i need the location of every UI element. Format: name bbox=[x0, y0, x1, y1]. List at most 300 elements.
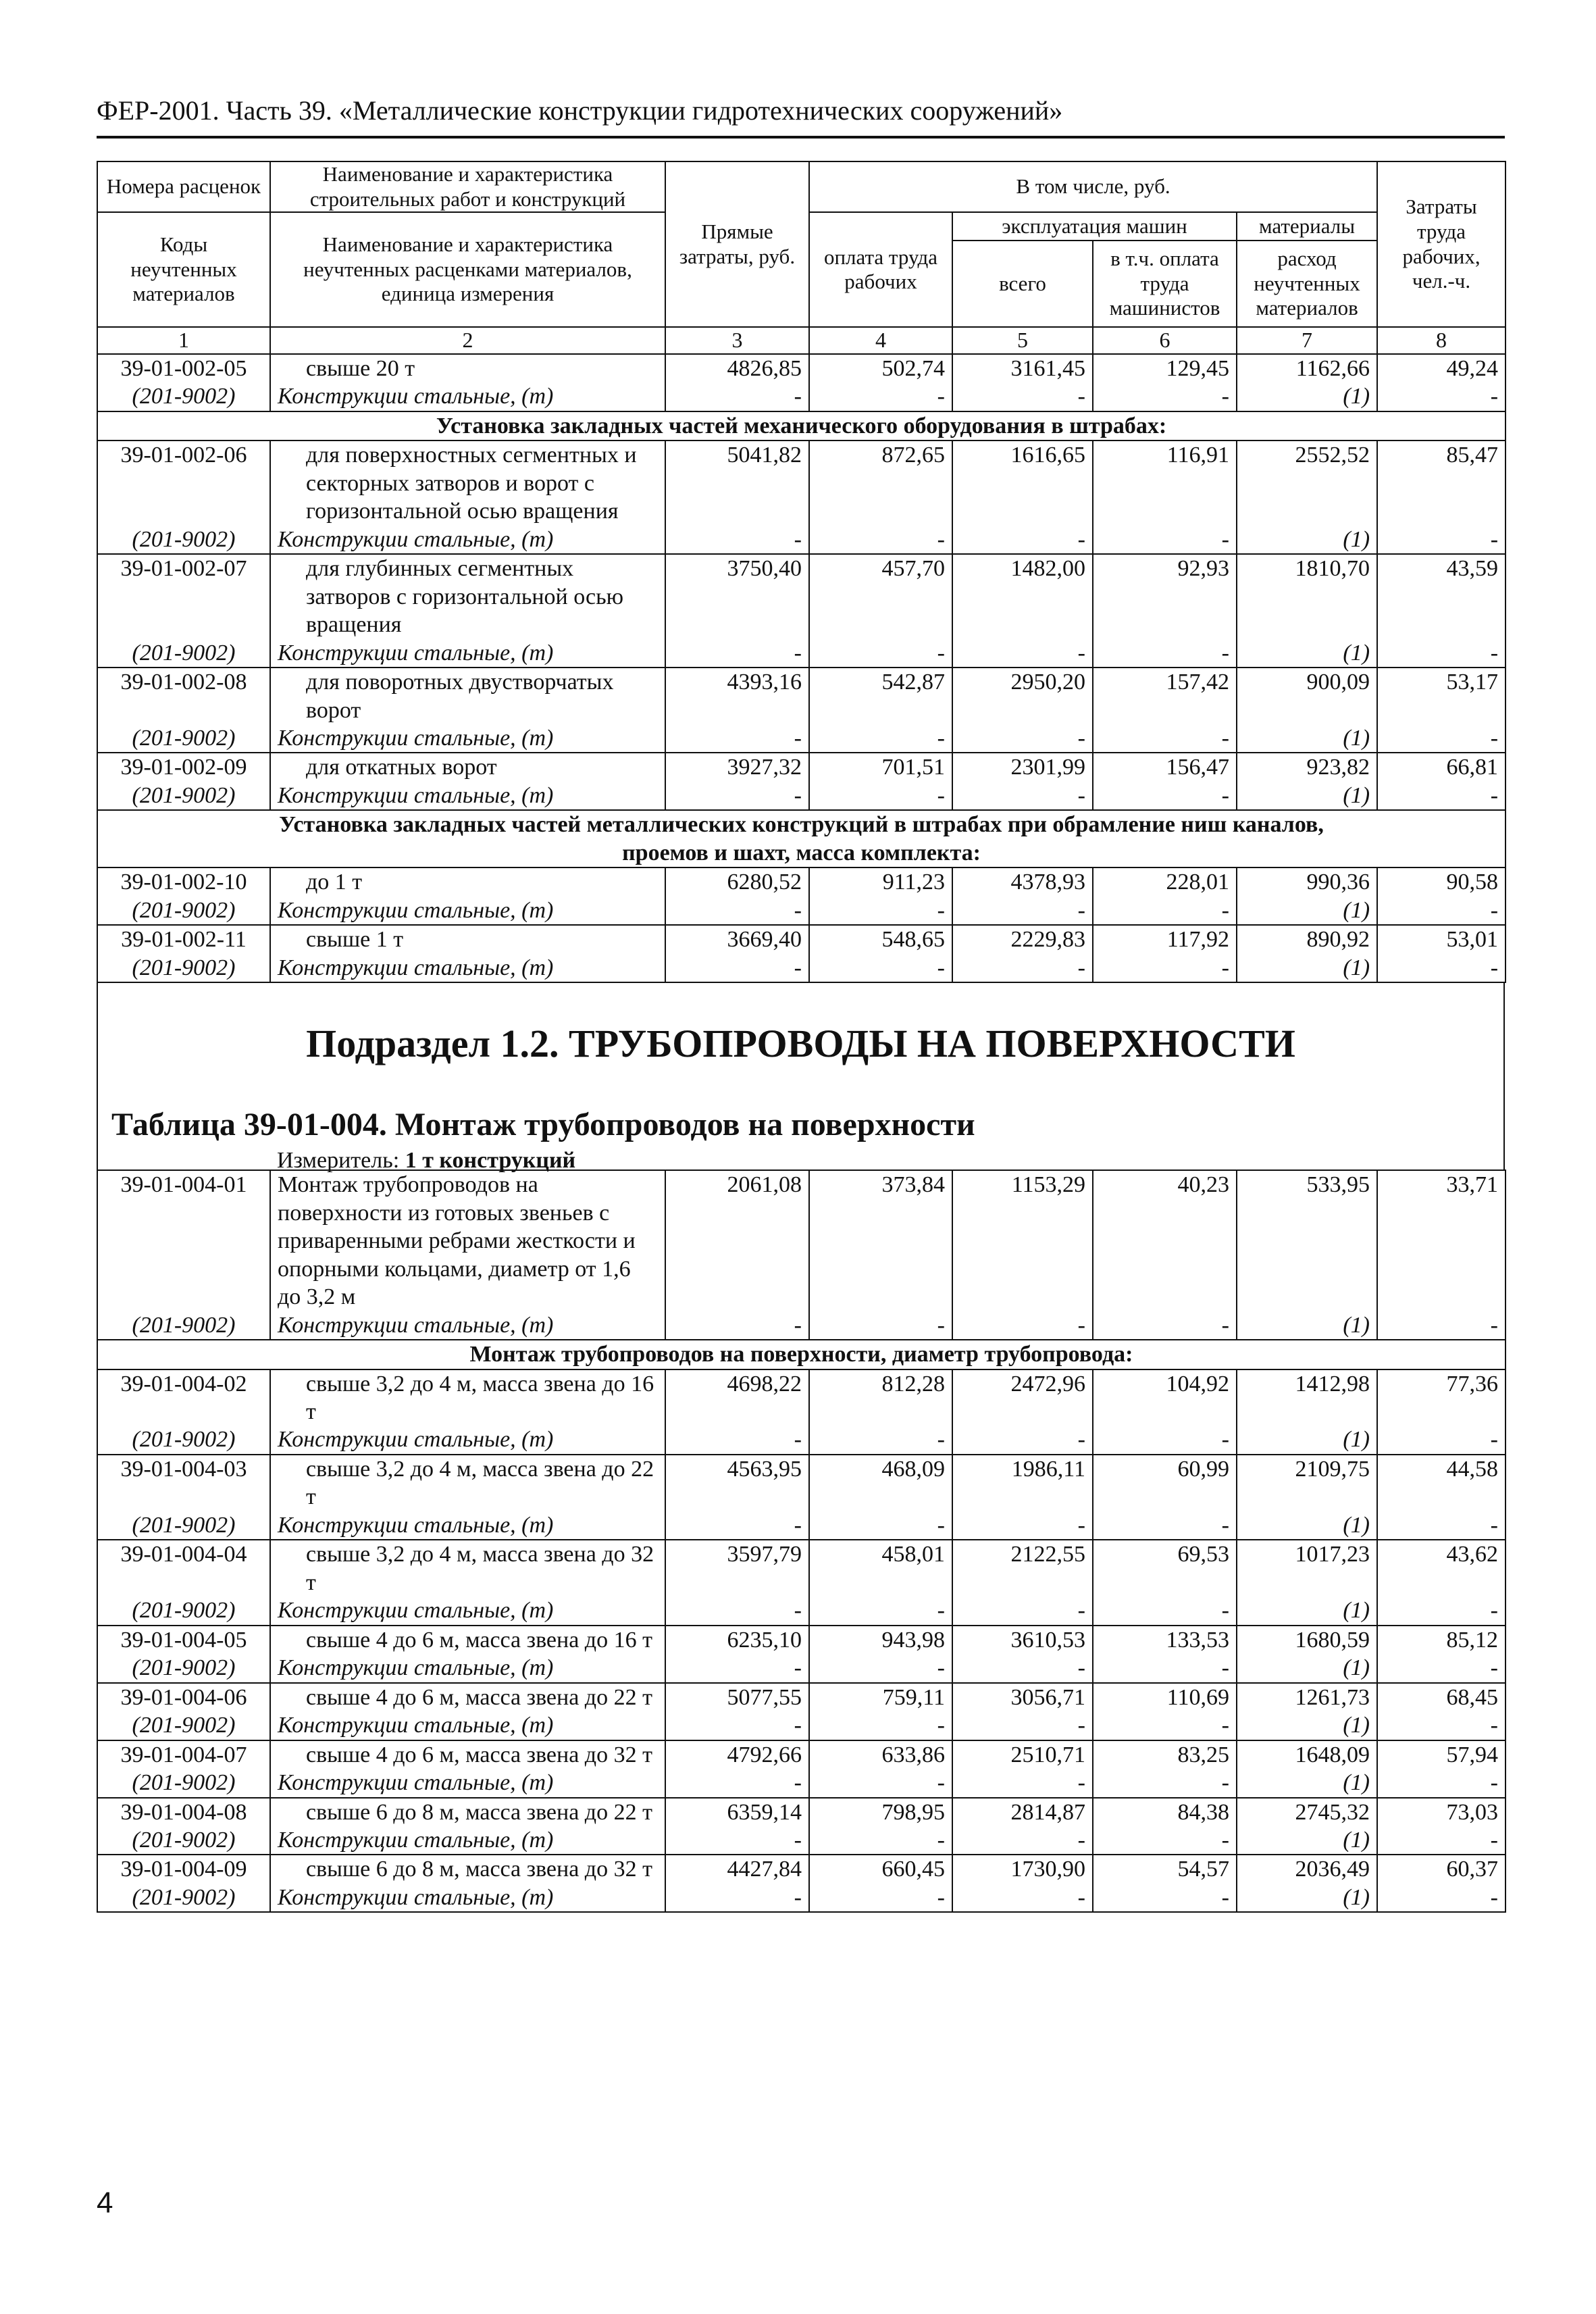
material-code: (201-9002) bbox=[97, 1596, 270, 1625]
material-quantity: (1) bbox=[1237, 1826, 1377, 1855]
machines-total: 1986,11 bbox=[952, 1455, 1093, 1511]
direct-cost: 3750,40 bbox=[665, 554, 809, 638]
material-name: Конструкции стальные, (т) bbox=[270, 1884, 665, 1912]
material-row bbox=[97, 897, 1505, 925]
rate-code: 39-01-002-05 bbox=[97, 354, 270, 382]
empty-dash: - bbox=[665, 1654, 809, 1682]
machines-total: 2122,55 bbox=[952, 1540, 1093, 1596]
empty-dash: - bbox=[1093, 1711, 1237, 1740]
material-name: Конструкции стальные, (т) bbox=[270, 526, 665, 554]
col-labor-header: Затраты труда рабочих, чел.-ч. bbox=[1377, 161, 1505, 327]
machines-total: 1153,29 bbox=[952, 1170, 1093, 1311]
materials-cost: 1261,73 bbox=[1237, 1683, 1377, 1711]
direct-cost: 3669,40 bbox=[665, 925, 809, 953]
labor-hours: 85,47 bbox=[1377, 441, 1505, 525]
labor-pay: 373,84 bbox=[809, 1170, 952, 1311]
labor-hours: 44,58 bbox=[1377, 1455, 1505, 1511]
empty-dash: - bbox=[809, 1884, 952, 1912]
material-code: (201-9002) bbox=[97, 1654, 270, 1682]
materials-cost: 1412,98 bbox=[1237, 1369, 1377, 1426]
empty-dash: - bbox=[1377, 1884, 1505, 1912]
material-row bbox=[97, 639, 1505, 668]
empty-dash: - bbox=[665, 1826, 809, 1855]
material-row bbox=[97, 382, 1505, 411]
rate-code: 39-01-004-06 bbox=[97, 1683, 270, 1711]
machines-total: 2950,20 bbox=[952, 668, 1093, 724]
measure-label: Измеритель: bbox=[277, 1148, 400, 1174]
col-number: 1 bbox=[97, 327, 270, 354]
rate-row bbox=[97, 1540, 1505, 1596]
rate-code: 39-01-002-06 bbox=[97, 441, 270, 525]
labor-pay: 812,28 bbox=[809, 1369, 952, 1426]
work-name: свыше 3,2 до 4 м, масса звена до 32 т bbox=[270, 1540, 665, 1596]
rate-row bbox=[97, 441, 1505, 525]
rate-code: 39-01-004-07 bbox=[97, 1740, 270, 1769]
rate-row bbox=[97, 554, 1505, 638]
col-name-header: Наименование и характеристика строительных работ и конструкций bbox=[270, 161, 665, 212]
materials-cost: 923,82 bbox=[1237, 753, 1377, 781]
direct-cost: 4698,22 bbox=[665, 1369, 809, 1426]
machines-total: 1482,00 bbox=[952, 554, 1093, 638]
material-row bbox=[97, 1511, 1505, 1540]
empty-dash: - bbox=[952, 897, 1093, 925]
machines-total: 2510,71 bbox=[952, 1740, 1093, 1769]
labor-hours: 43,62 bbox=[1377, 1540, 1505, 1596]
direct-cost: 6235,10 bbox=[665, 1626, 809, 1654]
machines-labor-pay: 156,47 bbox=[1093, 753, 1237, 781]
material-name: Конструкции стальные, (т) bbox=[270, 724, 665, 753]
rate-code: 39-01-004-04 bbox=[97, 1540, 270, 1596]
machines-labor-pay: 228,01 bbox=[1093, 867, 1237, 896]
machines-total: 3161,45 bbox=[952, 354, 1093, 382]
material-quantity: (1) bbox=[1237, 1511, 1377, 1540]
labor-hours: 53,01 bbox=[1377, 925, 1505, 953]
machines-total: 3610,53 bbox=[952, 1626, 1093, 1654]
direct-cost: 4393,16 bbox=[665, 668, 809, 724]
rate-code: 39-01-004-01 bbox=[97, 1170, 270, 1311]
material-code: (201-9002) bbox=[97, 1711, 270, 1740]
rate-code: 39-01-004-09 bbox=[97, 1855, 270, 1883]
running-header: ФЕР-2001. Часть 39. «Металлические конструкции гидротехнических сооружений» bbox=[97, 95, 1505, 139]
empty-dash: - bbox=[952, 1654, 1093, 1682]
empty-dash: - bbox=[952, 639, 1093, 668]
col-number: 7 bbox=[1237, 327, 1377, 354]
rate-row bbox=[97, 668, 1505, 724]
col-number: 6 bbox=[1093, 327, 1237, 354]
empty-dash: - bbox=[1093, 782, 1237, 810]
rate-row bbox=[97, 753, 1505, 781]
empty-dash: - bbox=[1377, 1511, 1505, 1540]
labor-pay: 548,65 bbox=[809, 925, 952, 953]
rates-table-1 bbox=[97, 161, 1506, 983]
rate-code: 39-01-002-09 bbox=[97, 753, 270, 781]
machines-labor-pay: 92,93 bbox=[1093, 554, 1237, 638]
work-name: свыше 4 до 6 м, масса звена до 32 т bbox=[270, 1740, 665, 1769]
rate-code: 39-01-004-02 bbox=[97, 1369, 270, 1426]
rate-code: 39-01-002-08 bbox=[97, 668, 270, 724]
group-heading bbox=[97, 810, 1505, 867]
subsection-block bbox=[97, 983, 1505, 1174]
empty-dash: - bbox=[952, 1311, 1093, 1340]
rates-table-2 bbox=[97, 1169, 1506, 1913]
material-quantity: (1) bbox=[1237, 724, 1377, 753]
material-quantity: (1) bbox=[1237, 897, 1377, 925]
group-heading-line: проемов и шахт, масса комплекта: bbox=[622, 840, 981, 865]
empty-dash: - bbox=[952, 1426, 1093, 1454]
empty-dash: - bbox=[809, 724, 952, 753]
empty-dash: - bbox=[1377, 526, 1505, 554]
empty-dash: - bbox=[1093, 724, 1237, 753]
materials-cost: 2109,75 bbox=[1237, 1455, 1377, 1511]
empty-dash: - bbox=[1377, 1426, 1505, 1454]
col-number: 3 bbox=[665, 327, 809, 354]
empty-dash: - bbox=[1377, 724, 1505, 753]
empty-dash: - bbox=[1377, 1654, 1505, 1682]
work-name: свыше 1 т bbox=[270, 925, 665, 953]
empty-dash: - bbox=[809, 639, 952, 668]
measure-value: 1 т конструкций bbox=[405, 1148, 576, 1174]
empty-dash: - bbox=[809, 1654, 952, 1682]
subsection-title: Подраздел 1.2. ТРУБОПРОВОДЫ НА ПОВЕРХНОСТИ bbox=[306, 1022, 1295, 1066]
material-name: Конструкции стальные, (т) bbox=[270, 1311, 665, 1340]
col-matcode-header: Коды неучтенных материалов bbox=[97, 212, 270, 327]
machines-labor-pay: 83,25 bbox=[1093, 1740, 1237, 1769]
empty-dash: - bbox=[952, 954, 1093, 982]
work-name: для поворотных двустворчатых ворот bbox=[270, 668, 665, 724]
col-machines-header: эксплуатация машин bbox=[952, 212, 1237, 241]
material-code: (201-9002) bbox=[97, 1769, 270, 1797]
empty-dash: - bbox=[809, 1426, 952, 1454]
rate-code: 39-01-004-05 bbox=[97, 1626, 270, 1654]
empty-dash: - bbox=[952, 782, 1093, 810]
materials-cost: 890,92 bbox=[1237, 925, 1377, 953]
col-laborpay-header: оплата труда рабочих bbox=[809, 212, 952, 327]
direct-cost: 5077,55 bbox=[665, 1683, 809, 1711]
empty-dash: - bbox=[809, 1311, 952, 1340]
material-name: Конструкции стальные, (т) bbox=[270, 954, 665, 982]
material-code: (201-9002) bbox=[97, 1511, 270, 1540]
col-number: 5 bbox=[952, 327, 1093, 354]
work-name: для откатных ворот bbox=[270, 753, 665, 781]
col-matname-header: Наименование и характеристика неучтенных расценками материалов, единица измерения bbox=[270, 212, 665, 327]
rate-code: 39-01-004-08 bbox=[97, 1798, 270, 1826]
empty-dash: - bbox=[1093, 1769, 1237, 1797]
empty-dash: - bbox=[665, 1769, 809, 1797]
materials-cost: 2745,32 bbox=[1237, 1798, 1377, 1826]
work-name: свыше 3,2 до 4 м, масса звена до 16 т bbox=[270, 1369, 665, 1426]
measure-unit bbox=[277, 1148, 575, 1174]
labor-hours: 53,17 bbox=[1377, 668, 1505, 724]
empty-dash: - bbox=[1377, 1826, 1505, 1855]
labor-hours: 90,58 bbox=[1377, 867, 1505, 896]
rate-code: 39-01-002-10 bbox=[97, 867, 270, 896]
empty-dash: - bbox=[809, 382, 952, 411]
empty-dash: - bbox=[952, 1769, 1093, 1797]
empty-dash: - bbox=[665, 1426, 809, 1454]
labor-hours: 68,45 bbox=[1377, 1683, 1505, 1711]
work-name: для глубинных сегментных затворов с горизонтальной осью вращения bbox=[270, 554, 665, 638]
material-name: Конструкции стальные, (т) bbox=[270, 1511, 665, 1540]
empty-dash: - bbox=[809, 1711, 952, 1740]
material-name: Конструкции стальные, (т) bbox=[270, 1769, 665, 1797]
empty-dash: - bbox=[1093, 897, 1237, 925]
material-row bbox=[97, 1826, 1505, 1855]
material-row bbox=[97, 1426, 1505, 1454]
empty-dash: - bbox=[809, 1511, 952, 1540]
labor-pay: 457,70 bbox=[809, 554, 952, 638]
machines-total: 1616,65 bbox=[952, 441, 1093, 525]
material-quantity: (1) bbox=[1237, 382, 1377, 411]
material-name: Конструкции стальные, (т) bbox=[270, 1596, 665, 1625]
material-quantity: (1) bbox=[1237, 1311, 1377, 1340]
col-code-header: Номера расценок bbox=[97, 161, 270, 212]
col-machtotal-header: всего bbox=[952, 241, 1093, 327]
labor-pay: 872,65 bbox=[809, 441, 952, 525]
empty-dash: - bbox=[952, 1826, 1093, 1855]
rate-code: 39-01-004-03 bbox=[97, 1455, 270, 1511]
empty-dash: - bbox=[1093, 954, 1237, 982]
material-name: Конструкции стальные, (т) bbox=[270, 1426, 665, 1454]
column-numbers-row bbox=[97, 327, 1505, 354]
material-row bbox=[97, 1711, 1505, 1740]
rate-row bbox=[97, 1798, 1505, 1826]
empty-dash: - bbox=[1093, 1511, 1237, 1540]
empty-dash: - bbox=[665, 782, 809, 810]
materials-cost: 900,09 bbox=[1237, 668, 1377, 724]
direct-cost: 3597,79 bbox=[665, 1540, 809, 1596]
rate-row bbox=[97, 1855, 1505, 1883]
empty-dash: - bbox=[1093, 1426, 1237, 1454]
col-materials-header: материалы bbox=[1237, 212, 1377, 241]
empty-dash: - bbox=[1093, 1884, 1237, 1912]
machines-labor-pay: 157,42 bbox=[1093, 668, 1237, 724]
material-quantity: (1) bbox=[1237, 1884, 1377, 1912]
work-name: свыше 6 до 8 м, масса звена до 22 т bbox=[270, 1798, 665, 1826]
material-code: (201-9002) bbox=[97, 782, 270, 810]
materials-cost: 1810,70 bbox=[1237, 554, 1377, 638]
machines-total: 2814,87 bbox=[952, 1798, 1093, 1826]
empty-dash: - bbox=[809, 897, 952, 925]
direct-cost: 4427,84 bbox=[665, 1855, 809, 1883]
group-heading: Установка закладных частей механического оборудования в штрабах: bbox=[97, 411, 1505, 441]
table-title: Таблица 39-01-004. Монтаж трубопроводов на поверхности bbox=[111, 1107, 975, 1143]
material-name: Конструкции стальные, (т) bbox=[270, 639, 665, 668]
work-name: для поверхностных сегментных и секторных затворов и ворот с горизонтальной осью вращения bbox=[270, 441, 665, 525]
empty-dash: - bbox=[809, 782, 952, 810]
material-row bbox=[97, 1311, 1505, 1340]
materials-cost: 2036,49 bbox=[1237, 1855, 1377, 1883]
material-name: Конструкции стальные, (т) bbox=[270, 1654, 665, 1682]
work-name: свыше 3,2 до 4 м, масса звена до 22 т bbox=[270, 1455, 665, 1511]
empty-dash: - bbox=[1377, 1311, 1505, 1340]
work-name: свыше 4 до 6 м, масса звена до 22 т bbox=[270, 1683, 665, 1711]
material-quantity: (1) bbox=[1237, 1426, 1377, 1454]
col-number: 4 bbox=[809, 327, 952, 354]
material-code: (201-9002) bbox=[97, 639, 270, 668]
rate-code: 39-01-002-11 bbox=[97, 925, 270, 953]
group-heading-line: Установка закладных частей металлических конструкций в штрабах при обрамление ниш каналов, bbox=[279, 812, 1324, 838]
empty-dash: - bbox=[665, 639, 809, 668]
labor-hours: 85,12 bbox=[1377, 1626, 1505, 1654]
col-matcons-header: расход неучтенных материалов bbox=[1237, 241, 1377, 327]
empty-dash: - bbox=[665, 897, 809, 925]
labor-pay: 502,74 bbox=[809, 354, 952, 382]
empty-dash: - bbox=[665, 1596, 809, 1625]
rate-row bbox=[97, 1683, 1505, 1711]
material-code: (201-9002) bbox=[97, 897, 270, 925]
material-quantity: (1) bbox=[1237, 1769, 1377, 1797]
empty-dash: - bbox=[1377, 1711, 1505, 1740]
material-quantity: (1) bbox=[1237, 954, 1377, 982]
empty-dash: - bbox=[809, 954, 952, 982]
material-code: (201-9002) bbox=[97, 526, 270, 554]
labor-pay: 458,01 bbox=[809, 1540, 952, 1596]
material-row bbox=[97, 1769, 1505, 1797]
direct-cost: 5041,82 bbox=[665, 441, 809, 525]
col-including-header: В том числе, руб. bbox=[809, 161, 1377, 212]
empty-dash: - bbox=[952, 526, 1093, 554]
labor-hours: 77,36 bbox=[1377, 1369, 1505, 1426]
material-row bbox=[97, 1596, 1505, 1625]
direct-cost: 4826,85 bbox=[665, 354, 809, 382]
material-row bbox=[97, 1884, 1505, 1912]
empty-dash: - bbox=[1093, 1311, 1237, 1340]
labor-pay: 468,09 bbox=[809, 1455, 952, 1511]
machines-labor-pay: 116,91 bbox=[1093, 441, 1237, 525]
rate-code: 39-01-002-07 bbox=[97, 554, 270, 638]
materials-cost: 990,36 bbox=[1237, 867, 1377, 896]
materials-cost: 533,95 bbox=[1237, 1170, 1377, 1311]
group-heading: Монтаж трубопроводов на поверхности, диаметр трубопровода: bbox=[97, 1340, 1505, 1369]
labor-pay: 943,98 bbox=[809, 1626, 952, 1654]
materials-cost: 1680,59 bbox=[1237, 1626, 1377, 1654]
empty-dash: - bbox=[1377, 382, 1505, 411]
work-name: Монтаж трубопроводов на поверхности из готовых звеньев с приваренными ребрами жесткости и опорными кольцами, диаметр от 1,6 до 3,2 м bbox=[270, 1170, 665, 1311]
material-quantity: (1) bbox=[1237, 1654, 1377, 1682]
material-name: Конструкции стальные, (т) bbox=[270, 782, 665, 810]
work-name: свыше 6 до 8 м, масса звена до 32 т bbox=[270, 1855, 665, 1883]
machines-total: 2301,99 bbox=[952, 753, 1093, 781]
material-quantity: (1) bbox=[1237, 1596, 1377, 1625]
rate-row bbox=[97, 867, 1505, 896]
col-machlabor-header: в т.ч. оплата труда машинистов bbox=[1093, 241, 1237, 327]
work-name: до 1 т bbox=[270, 867, 665, 896]
rate-row bbox=[97, 1170, 1505, 1311]
empty-dash: - bbox=[952, 1711, 1093, 1740]
empty-dash: - bbox=[665, 954, 809, 982]
labor-hours: 43,59 bbox=[1377, 554, 1505, 638]
rates-sheet bbox=[97, 161, 1505, 1913]
col-direct-header: Прямые затраты, руб. bbox=[665, 161, 809, 327]
material-quantity: (1) bbox=[1237, 639, 1377, 668]
material-code: (201-9002) bbox=[97, 724, 270, 753]
material-name: Конструкции стальные, (т) bbox=[270, 897, 665, 925]
material-name: Конструкции стальные, (т) bbox=[270, 1826, 665, 1855]
labor-pay: 798,95 bbox=[809, 1798, 952, 1826]
materials-cost: 1017,23 bbox=[1237, 1540, 1377, 1596]
labor-hours: 57,94 bbox=[1377, 1740, 1505, 1769]
direct-cost: 4792,66 bbox=[665, 1740, 809, 1769]
machines-labor-pay: 54,57 bbox=[1093, 1855, 1237, 1883]
empty-dash: - bbox=[1377, 1769, 1505, 1797]
machines-labor-pay: 84,38 bbox=[1093, 1798, 1237, 1826]
empty-dash: - bbox=[1093, 1654, 1237, 1682]
material-row bbox=[97, 724, 1505, 753]
rate-row bbox=[97, 1626, 1505, 1654]
machines-labor-pay: 104,92 bbox=[1093, 1369, 1237, 1426]
col-number: 2 bbox=[270, 327, 665, 354]
rate-row bbox=[97, 925, 1505, 953]
direct-cost: 6280,52 bbox=[665, 867, 809, 896]
empty-dash: - bbox=[1093, 1596, 1237, 1625]
empty-dash: - bbox=[809, 1826, 952, 1855]
empty-dash: - bbox=[952, 382, 1093, 411]
empty-dash: - bbox=[809, 1769, 952, 1797]
empty-dash: - bbox=[809, 526, 952, 554]
material-code: (201-9002) bbox=[97, 382, 270, 411]
machines-total: 2229,83 bbox=[952, 925, 1093, 953]
labor-hours: 49,24 bbox=[1377, 354, 1505, 382]
empty-dash: - bbox=[1093, 382, 1237, 411]
labor-hours: 33,71 bbox=[1377, 1170, 1505, 1311]
direct-cost: 6359,14 bbox=[665, 1798, 809, 1826]
machines-labor-pay: 117,92 bbox=[1093, 925, 1237, 953]
machines-labor-pay: 40,23 bbox=[1093, 1170, 1237, 1311]
machines-labor-pay: 133,53 bbox=[1093, 1626, 1237, 1654]
labor-pay: 759,11 bbox=[809, 1683, 952, 1711]
work-name: свыше 4 до 6 м, масса звена до 16 т bbox=[270, 1626, 665, 1654]
empty-dash: - bbox=[952, 1596, 1093, 1625]
empty-dash: - bbox=[809, 1596, 952, 1625]
direct-cost: 3927,32 bbox=[665, 753, 809, 781]
material-code: (201-9002) bbox=[97, 1884, 270, 1912]
material-row bbox=[97, 954, 1505, 982]
material-code: (201-9002) bbox=[97, 1426, 270, 1454]
machines-labor-pay: 110,69 bbox=[1093, 1683, 1237, 1711]
material-row bbox=[97, 1654, 1505, 1682]
material-name: Конструкции стальные, (т) bbox=[270, 382, 665, 411]
page-number: 4 bbox=[97, 2186, 113, 2219]
col-number: 8 bbox=[1377, 327, 1505, 354]
empty-dash: - bbox=[665, 1311, 809, 1340]
rate-row bbox=[97, 1455, 1505, 1511]
empty-dash: - bbox=[1377, 639, 1505, 668]
labor-pay: 911,23 bbox=[809, 867, 952, 896]
empty-dash: - bbox=[1377, 782, 1505, 810]
material-quantity: (1) bbox=[1237, 526, 1377, 554]
empty-dash: - bbox=[1377, 954, 1505, 982]
rate-row bbox=[97, 1369, 1505, 1426]
empty-dash: - bbox=[1377, 1596, 1505, 1625]
machines-total: 4378,93 bbox=[952, 867, 1093, 896]
machines-total: 1730,90 bbox=[952, 1855, 1093, 1883]
empty-dash: - bbox=[1093, 639, 1237, 668]
machines-total: 2472,96 bbox=[952, 1369, 1093, 1426]
machines-labor-pay: 69,53 bbox=[1093, 1540, 1237, 1596]
material-row bbox=[97, 526, 1505, 554]
material-quantity: (1) bbox=[1237, 782, 1377, 810]
material-code: (201-9002) bbox=[97, 1826, 270, 1855]
empty-dash: - bbox=[952, 1884, 1093, 1912]
work-name: свыше 20 т bbox=[270, 354, 665, 382]
empty-dash: - bbox=[665, 1884, 809, 1912]
materials-cost: 1648,09 bbox=[1237, 1740, 1377, 1769]
empty-dash: - bbox=[1377, 897, 1505, 925]
material-code: (201-9002) bbox=[97, 954, 270, 982]
rate-row bbox=[97, 1740, 1505, 1769]
empty-dash: - bbox=[952, 724, 1093, 753]
machines-labor-pay: 60,99 bbox=[1093, 1455, 1237, 1511]
